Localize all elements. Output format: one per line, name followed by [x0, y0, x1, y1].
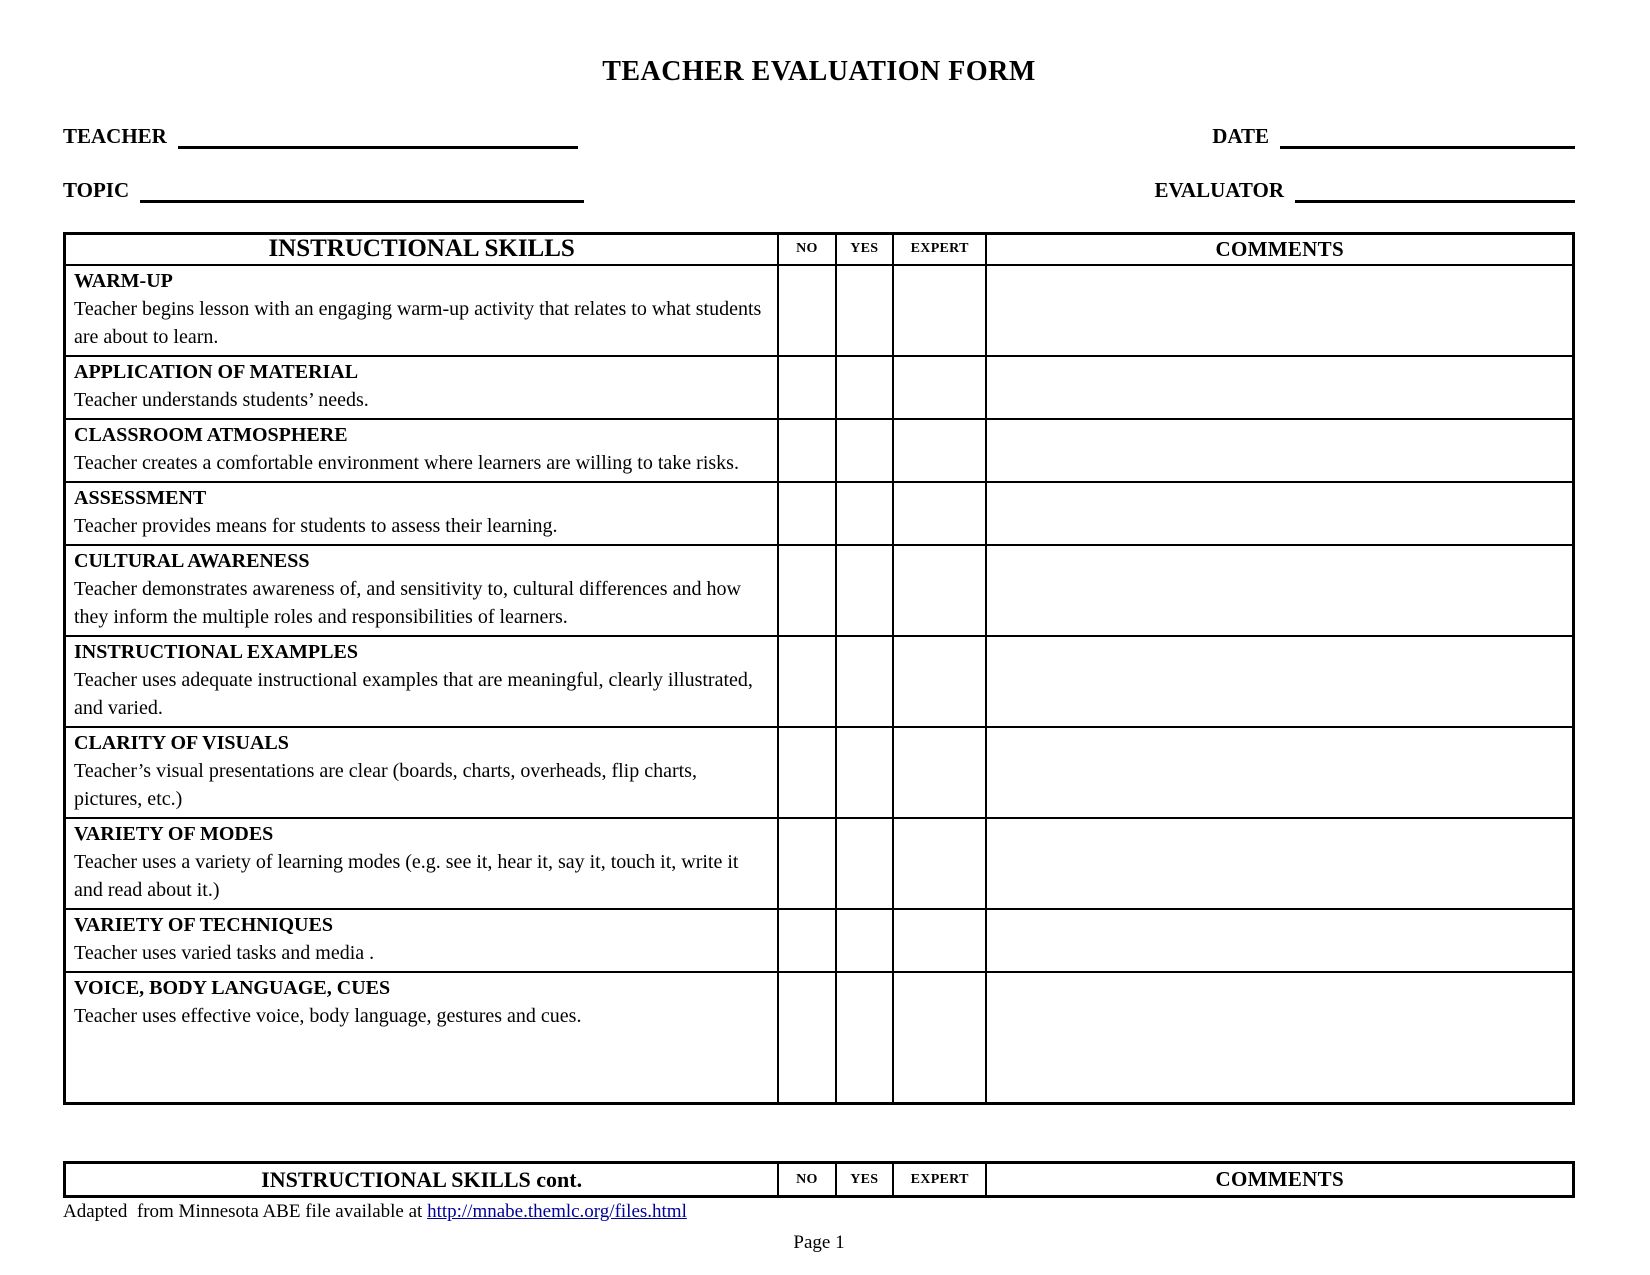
comments-cell[interactable]	[986, 356, 1573, 419]
no-column-header: NO	[778, 1163, 835, 1197]
expert-column-header: EXPERT	[893, 1163, 987, 1197]
skill-description: Teacher uses varied tasks and media .	[74, 941, 375, 964]
source-link[interactable]: http://mnabe.themlc.org/files.html	[427, 1201, 687, 1222]
comments-column-header: COMMENTS	[986, 1163, 1573, 1197]
skill-description-cell	[65, 818, 779, 909]
cont-table-header-row	[65, 1163, 1574, 1197]
yes-column-header: YES	[836, 1163, 893, 1197]
comments-cell[interactable]	[986, 265, 1573, 356]
expert-cell[interactable]	[893, 545, 987, 636]
table-row	[65, 545, 1574, 636]
no-cell[interactable]	[778, 545, 835, 636]
expert-cell[interactable]	[893, 818, 987, 909]
comments-cell[interactable]	[986, 727, 1573, 818]
topic-field	[63, 178, 584, 203]
teacher-field	[63, 124, 578, 149]
skill-heading: INSTRUCTIONAL EXAMPLES	[74, 640, 358, 663]
skill-description-cell	[65, 909, 779, 972]
table-row	[65, 419, 1574, 482]
yes-cell[interactable]	[836, 265, 893, 356]
instructional-skills-table	[63, 232, 1575, 1105]
skill-description-cell	[65, 482, 779, 545]
skill-description-cell	[65, 356, 779, 419]
skill-description: Teacher understands students’ needs.	[74, 388, 369, 411]
skill-description: Teacher’s visual presentations are clear (boards, charts, overheads, flip charts, pictures, etc.)	[74, 759, 697, 810]
skill-heading: VOICE, BODY LANGUAGE, CUES	[74, 976, 391, 999]
skills-cont-column-header: INSTRUCTIONAL SKILLS cont.	[65, 1163, 779, 1197]
comments-cell[interactable]	[986, 636, 1573, 727]
yes-cell[interactable]	[836, 636, 893, 727]
skill-heading: CLASSROOM ATMOSPHERE	[74, 423, 348, 446]
skill-description-cell	[65, 727, 779, 818]
table-row	[65, 972, 1574, 1104]
comments-cell[interactable]	[986, 482, 1573, 545]
table-header-row	[65, 234, 1574, 265]
comments-cell[interactable]	[986, 818, 1573, 909]
expert-cell[interactable]	[893, 636, 987, 727]
skill-description-cell	[65, 972, 779, 1104]
skill-description-cell	[65, 545, 779, 636]
comments-cell[interactable]	[986, 545, 1573, 636]
table-row	[65, 482, 1574, 545]
skill-description-cell	[65, 265, 779, 356]
comments-cell[interactable]	[986, 419, 1573, 482]
skill-description: Teacher uses effective voice, body language, gestures and cues.	[74, 1004, 582, 1027]
skill-description: Teacher uses a variety of learning modes (e.g. see it, hear it, say it, touch it, write it and read about it.)	[74, 850, 739, 901]
yes-cell[interactable]	[836, 419, 893, 482]
expert-cell[interactable]	[893, 727, 987, 818]
skill-heading: APPLICATION OF MATERIAL	[74, 360, 359, 383]
table-row	[65, 356, 1574, 419]
page-number: Page 1	[793, 1232, 845, 1253]
field-row-1	[63, 124, 1575, 149]
comments-cell[interactable]	[986, 909, 1573, 972]
skill-description: Teacher creates a comfortable environment where learners are willing to take risks.	[74, 451, 739, 474]
skill-description: Teacher uses adequate instructional examples that are meaningful, clearly illustrated, and varied.	[74, 668, 753, 719]
yes-cell[interactable]	[836, 482, 893, 545]
no-column-header: NO	[778, 234, 835, 265]
expert-cell[interactable]	[893, 419, 987, 482]
no-cell[interactable]	[778, 909, 835, 972]
date-input-line[interactable]	[1280, 125, 1575, 149]
skills-table-body	[65, 265, 1574, 1104]
skill-heading: CLARITY OF VISUALS	[74, 731, 289, 754]
skill-description-cell	[65, 419, 779, 482]
no-cell[interactable]	[778, 356, 835, 419]
evaluator-label: EVALUATOR	[1154, 178, 1284, 202]
yes-cell[interactable]	[836, 545, 893, 636]
field-row-2	[63, 178, 1575, 203]
yes-cell[interactable]	[836, 909, 893, 972]
no-cell[interactable]	[778, 972, 835, 1104]
yes-cell[interactable]	[836, 727, 893, 818]
no-cell[interactable]	[778, 727, 835, 818]
skill-description: Teacher demonstrates awareness of, and sensitivity to, cultural differences and how they inform the multiple roles and responsibilities of learners.	[74, 577, 741, 628]
teacher-label: TEACHER	[63, 124, 167, 148]
skill-description: Teacher provides means for students to assess their learning.	[74, 514, 558, 537]
skill-description: Teacher begins lesson with an engaging warm-up activity that relates to what students are about to learn.	[74, 297, 762, 348]
yes-cell[interactable]	[836, 972, 893, 1104]
teacher-input-line[interactable]	[178, 125, 578, 149]
expert-column-header: EXPERT	[893, 234, 987, 265]
no-cell[interactable]	[778, 636, 835, 727]
yes-cell[interactable]	[836, 356, 893, 419]
expert-cell[interactable]	[893, 356, 987, 419]
skill-heading: WARM-UP	[74, 269, 173, 292]
no-cell[interactable]	[778, 818, 835, 909]
skill-heading: VARIETY OF TECHNIQUES	[74, 913, 333, 936]
table-row	[65, 265, 1574, 356]
skill-heading: CULTURAL AWARENESS	[74, 549, 310, 572]
topic-input-line[interactable]	[140, 179, 584, 203]
expert-cell[interactable]	[893, 265, 987, 356]
skill-heading: ASSESSMENT	[74, 486, 207, 509]
comments-column-header: COMMENTS	[986, 234, 1573, 265]
skill-heading: VARIETY OF MODES	[74, 822, 274, 845]
yes-cell[interactable]	[836, 818, 893, 909]
evaluator-input-line[interactable]	[1295, 179, 1575, 203]
table-row	[65, 727, 1574, 818]
evaluator-field	[1154, 178, 1575, 203]
topic-label: TOPIC	[63, 178, 130, 202]
skill-description-cell	[65, 636, 779, 727]
yes-column-header: YES	[836, 234, 893, 265]
date-label: DATE	[1212, 124, 1269, 148]
no-cell[interactable]	[778, 265, 835, 356]
skills-column-header: INSTRUCTIONAL SKILLS	[65, 234, 779, 265]
expert-cell[interactable]	[893, 972, 987, 1104]
page-title: TEACHER EVALUATION FORM	[602, 56, 1036, 87]
date-field	[1212, 124, 1575, 149]
comments-cell[interactable]	[986, 972, 1573, 1104]
no-cell[interactable]	[778, 419, 835, 482]
table-row	[65, 818, 1574, 909]
expert-cell[interactable]	[893, 909, 987, 972]
source-text: Adapted from Minnesota ABE file available at	[63, 1201, 428, 1222]
table-row	[65, 909, 1574, 972]
table-row	[65, 636, 1574, 727]
no-cell[interactable]	[778, 482, 835, 545]
source-attribution	[63, 1201, 1575, 1223]
instructional-skills-cont-table	[63, 1161, 1575, 1198]
expert-cell[interactable]	[893, 482, 987, 545]
